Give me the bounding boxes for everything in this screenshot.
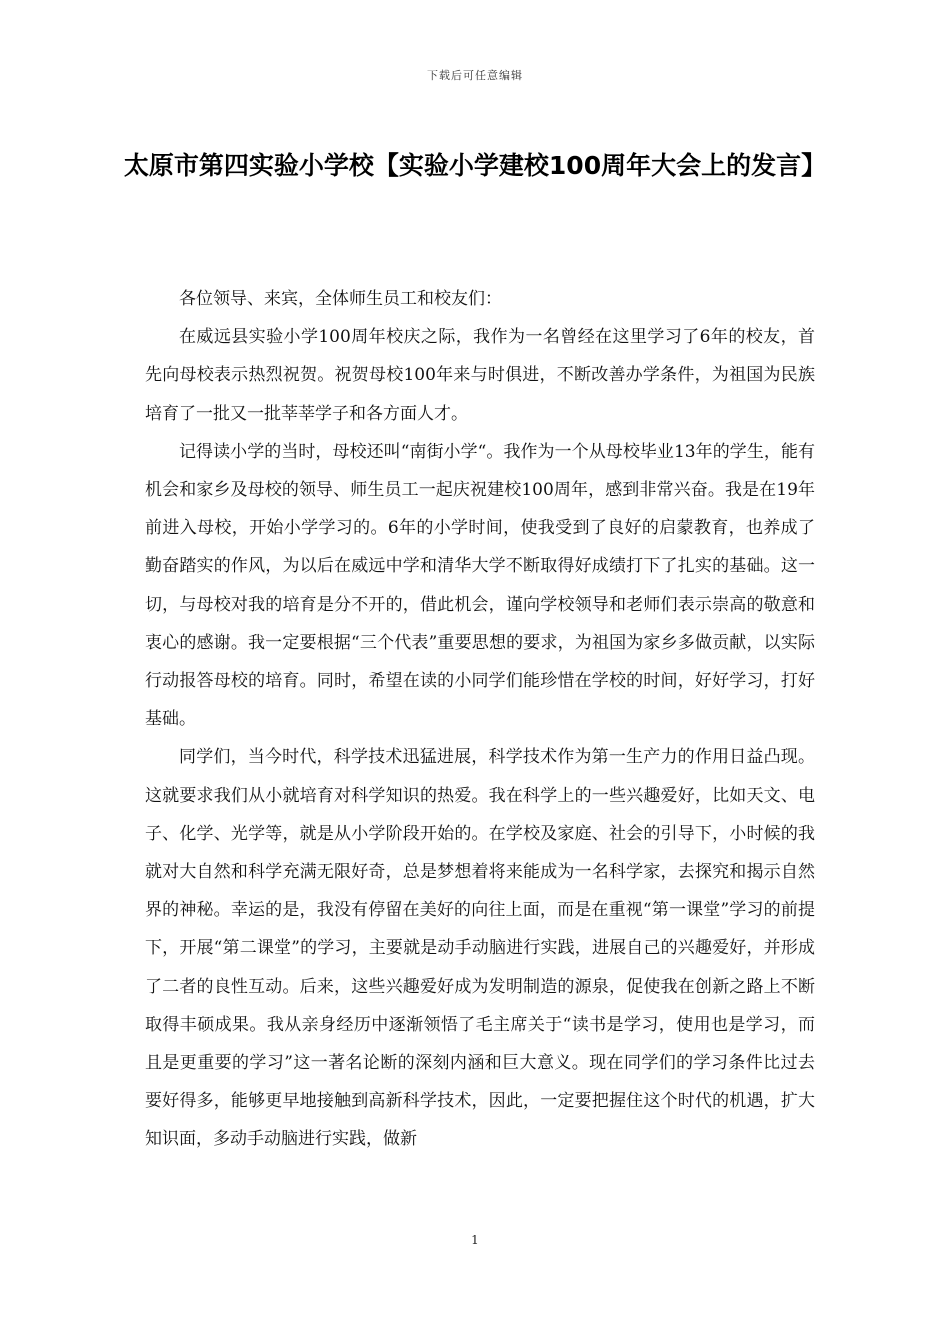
paragraph: 同学们，当今时代，科学技术迅猛进展，科学技术作为第一生产力的作用日益凸现。这就要求我们从小就培育对科学知识的热爱。我在科学上的一些兴趣爱好，比如天文、电子、化学、光学等，就是从小学阶段开始的。在学校及家庭、社会的引导下，小时候的我就对大自然和科学充满无限好奇，总是梦想着将来能成为一名科学家，去探究和揭示自然界的神秘。幸运的是，我没有停留在美好的向往上面，而是在重视“第一课堂”学习的前提下，开展“第二课堂”的学习，主要就是动手动脑进行实践，进展自己的兴趣爱好，并形成了二者的良性互动。后来，这些兴趣爱好成为发明制造的源泉，促使我在创新之路上不断取得丰硕成果。我从亲身经历中逐渐领悟了毛主席关于“读书是学习，使用也是学习，而且是更重要的学习”这一著名论断的深刻内涵和巨大意义。现在同学们的学习条件比过去要好得多，能够更早地接触到高新科学技术，因此，一定要把握住这个时代的机遇，扩大知识面，多动手动脑进行实践，做新 (145, 747, 815, 1150)
paragraph: 记得读小学的当时，母校还叫“南街小学“。我作为一个从母校毕业13年的学生，能有机会和家乡及母校的领导、师生员工一起庆祝建校100周年，感到非常兴奋。我是在19年前进入母校，开始小学学习的。6年的小学时间，使我受到了良好的启蒙教育，也养成了勤奋踏实的作风，为以后在威远中学和清华大学不断取得好成绩打下了扎实的基础。这一切，与母校对我的培育是分不开的，借此机会，谨向学校领导和老师们表示崇高的敬意和衷心的感谢。我一定要根据“三个代表”重要思想的要求，为祖国为家乡多做贡献，以实际行动报答母校的培育。同时，希望在读的小同学们能珍惜在学校的时间，好好学习，打好基础。 (145, 441, 815, 730)
page-number: 1 (471, 1233, 479, 1247)
document-body (145, 280, 815, 1159)
header-note: 下载后可任意编辑 (427, 69, 523, 82)
document-title: 太原市第四实验小学校【实验小学建校100周年大会上的发言】 (123, 151, 827, 180)
paragraph: 在威远县实验小学100周年校庆之际，我作为一名曾经在这里学习了6年的校友，首先向母校表示热烈祝贺。祝贺母校100年来与时俱进，不断改善办学条件，为祖国为民族培育了一批又一批莘莘学子和各方面人才。 (145, 327, 815, 424)
paragraph-salutation: 各位领导、来宾，全体师生员工和校友们： (179, 289, 502, 309)
